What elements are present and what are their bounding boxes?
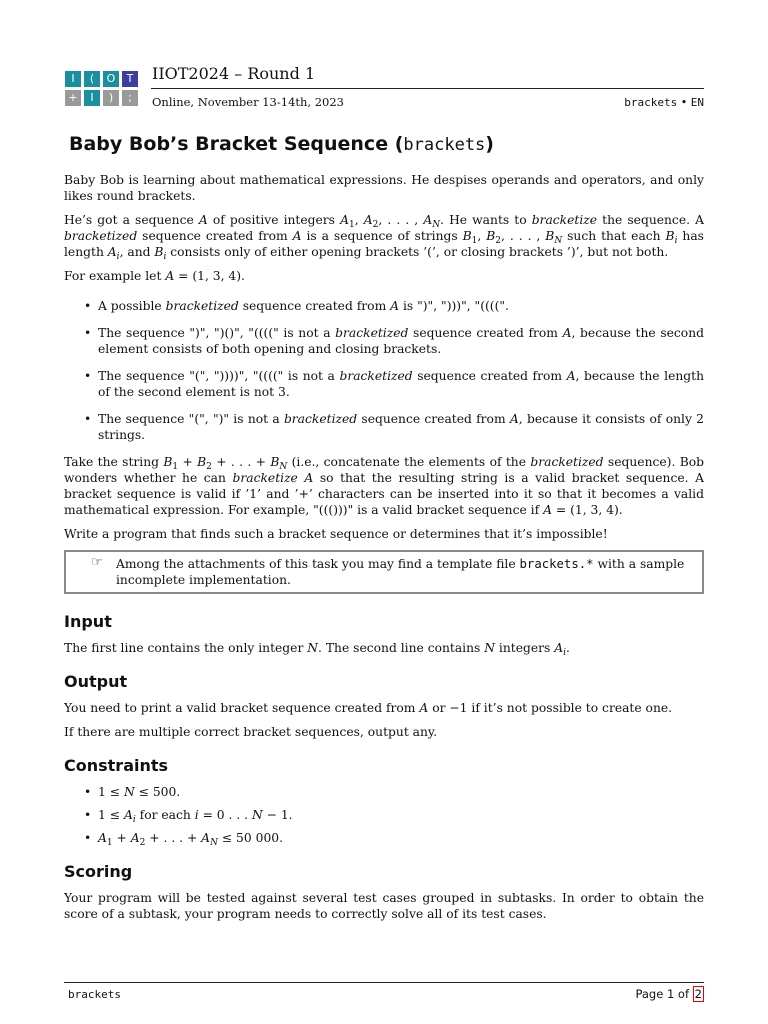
note-text-before: Among the attachments of this task you may find a template file bbox=[116, 557, 520, 571]
template-filename: brackets.* bbox=[519, 557, 594, 571]
example-list bbox=[64, 298, 704, 443]
list-item: • 1 ≤ N ≤ 500. bbox=[64, 784, 704, 800]
logo-cell: + bbox=[65, 90, 81, 106]
output-heading: Output bbox=[64, 672, 128, 691]
page-counter bbox=[635, 987, 704, 1001]
list-item: • $1 \le A_i$ for each i = 0 . . . N − 1. bbox=[64, 807, 704, 823]
pointing-hand-icon: ☞ bbox=[91, 555, 103, 570]
list-item: • The sequence "(", ")" is not a bracketized sequence created from A, because it consists of only 2 strings. bbox=[64, 411, 704, 443]
constraints-heading: Constraints bbox=[64, 756, 169, 775]
output-paragraph: You need to print a valid bracket sequence created from A or −1 if it’s not possible to create one. bbox=[64, 701, 673, 715]
input-paragraph: The first line contains the only integer N. The second line contains N integers $A_i$. bbox=[64, 641, 570, 658]
logo-cell: I bbox=[65, 71, 81, 87]
output-paragraph-2: If there are multiple correct bracket sequences, output any. bbox=[64, 725, 438, 739]
logo-cell: O bbox=[103, 71, 119, 87]
logo-cell: ; bbox=[122, 90, 138, 106]
logo-cell: ( bbox=[84, 71, 100, 87]
validity-paragraph: Take the string $B_1 + B_2$ + . . . + $B_N$ (i.e., concatenate the elements of the bracketized sequence). Bob wonders whether he can bracketize A so that the resulting string is a valid bracket sequence. A bracket sequence is valid if ’1’ and ’+’ characters can be inserted into it so that it becomes a valid mathematical expression. For example, "((()))" is a valid bracket sequence if A = (1, 3, 4). bbox=[64, 455, 705, 517]
iiot-logo bbox=[65, 71, 141, 107]
intro-paragraph: Baby Bob is learning about mathematical expressions. He despises operands and operators, and only likes round brackets. bbox=[64, 173, 704, 203]
page-label: Page 1 of bbox=[635, 987, 690, 1001]
attachment-note bbox=[64, 550, 704, 594]
constraints-list bbox=[64, 784, 704, 846]
contest-title: IIOT2024 – Round 1 bbox=[152, 64, 316, 83]
note-text-after: with a sample incomplete implementation. bbox=[116, 557, 685, 587]
statement-body bbox=[64, 172, 704, 930]
definition-paragraph: He’s got a sequence A of positive integers $A_1$, $A_2$, . . . , $A_N$. He wants to bracketize the sequence. A bracketized sequence created from A is a sequence of strings $B_1$, $B_2$, . . . , $B_N$ such that each $B_i$ has length $A_i$, and $B_i$ consists only of either opening brackets ’(’, or closing brackets ’)’, but not both. bbox=[64, 213, 704, 262]
logo-cell: I bbox=[84, 90, 100, 106]
title-shortname: brackets bbox=[403, 135, 486, 155]
page-title: Baby Bob’s Bracket Sequence (brackets) bbox=[69, 133, 494, 155]
footer-task-name: brackets bbox=[68, 988, 121, 1001]
scoring-heading: Scoring bbox=[64, 862, 133, 881]
logo-cell: T bbox=[122, 71, 138, 87]
example-lead: For example let A = (1, 3, 4). bbox=[64, 269, 245, 283]
scoring-paragraph: Your program will be tested against several test cases grouped in subtasks. In order to obtain the score of a subtask, your program needs to correctly solve all of its test cases. bbox=[64, 891, 704, 921]
contest-date: Online, November 13-14th, 2023 bbox=[152, 95, 344, 109]
list-item: • The sequence ")", ")()", "((((" is not a bracketized sequence created from A, because the second element consists of both opening and closing brackets. bbox=[64, 325, 704, 357]
task-paragraph: Write a program that finds such a bracket sequence or determines that it’s impossible! bbox=[64, 527, 608, 541]
page-total-link[interactable]: 2 bbox=[694, 987, 702, 1001]
bullet-separator: • bbox=[680, 96, 688, 109]
list-item: • The sequence "(", "))))", "((((" is not a bracketized sequence created from A, because the length of the second element is not 3. bbox=[64, 368, 704, 400]
list-item: • $A_1 + A_2$ + . . . + $A_N \le 50$ 000. bbox=[64, 830, 704, 846]
logo-cell: ) bbox=[103, 90, 119, 106]
language-tag: EN bbox=[690, 96, 704, 109]
header-rule bbox=[151, 88, 704, 89]
task-tag: brackets bbox=[624, 96, 678, 109]
task-language-tag bbox=[624, 96, 704, 109]
title-text: Baby Bob’s Bracket Sequence bbox=[69, 133, 389, 155]
input-heading: Input bbox=[64, 612, 112, 631]
footer-rule bbox=[64, 982, 704, 983]
list-item: • A possible bracketized sequence created from A is ")", ")))", "((((". bbox=[64, 298, 704, 314]
